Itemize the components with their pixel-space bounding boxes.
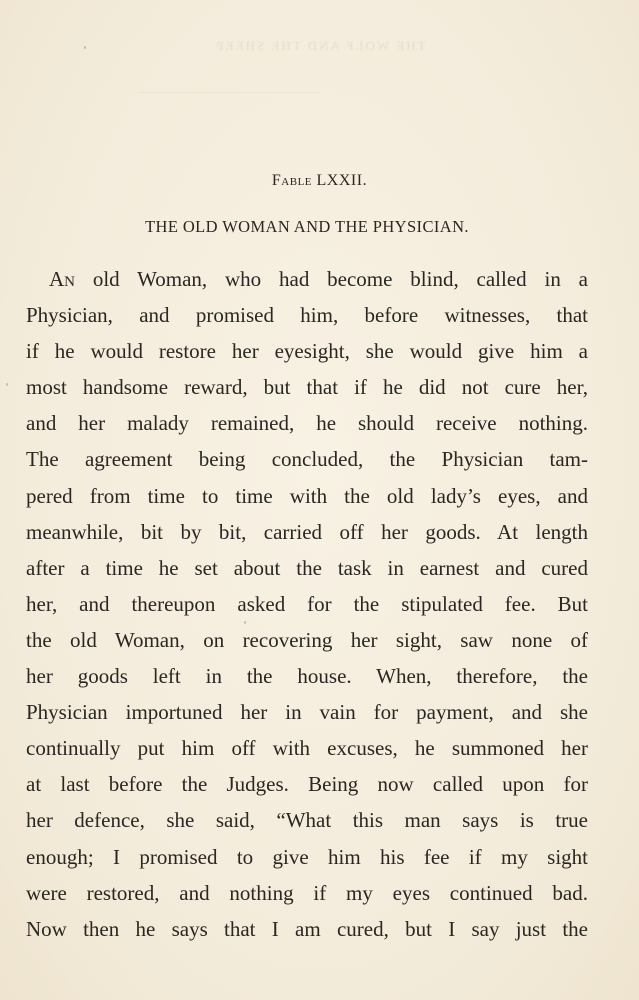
first-word: An [49,267,75,291]
text-line-17: enough; I promised to give him his fee if my sight [26,844,588,869]
text-line-16: her defence, she said, “What this man says is true [26,808,588,833]
text-line-11: the old Woman, on recovering her sight, saw none of [26,627,588,652]
text-line-4: most handsome reward, but that if he did not cure her, [26,375,588,400]
fable-number: Fable LXXII. [271,172,368,189]
paper-speck [244,621,246,624]
fable-title: THE OLD WOMAN AND THE PHYSICIAN. [145,217,469,236]
text-line-14: continually put him off with excuses, he summoned her [26,736,588,761]
text-line-13: Physician importuned her in vain for payment, and she [26,700,588,725]
bleed-through-text: THE WOLF AND THE SHEEP [214,38,426,53]
text-line-6: The agreement being concluded, the Physician tam- [26,447,588,472]
fable-body [26,261,588,947]
text-line-18: were restored, and nothing if my eyes continued bad. [26,880,588,905]
text-line-1-rest: old Woman, who had become blind, called in a [92,267,588,291]
text-line-10: her, and thereupon asked for the stipulated fee. But [26,591,588,616]
text-line-2: Physician, and promised him, before witnesses, that [26,303,588,328]
text-line-15: at last before the Judges. Being now called upon for [26,772,588,797]
text-line-3: if he would restore her eyesight, she would give him a [26,339,588,364]
text-line-5: and her malady remained, he should receive nothing. [26,411,588,436]
text-line-1 [26,261,588,297]
bleed-through-mark [140,92,320,107]
text-line-12: her goods left in the house. When, therefore, the [26,664,588,689]
paper-speck [84,46,86,49]
paper-speck [6,383,8,386]
text-line-8: meanwhile, bit by bit, carried off her goods. At length [26,519,588,544]
text-line-19: Now then he says that I am cured, but I say just the [26,916,588,941]
text-line-9: after a time he set about the task in earnest and cured [26,555,588,580]
text-line-7: pered from time to time with the old lady’s eyes, and [26,483,588,508]
